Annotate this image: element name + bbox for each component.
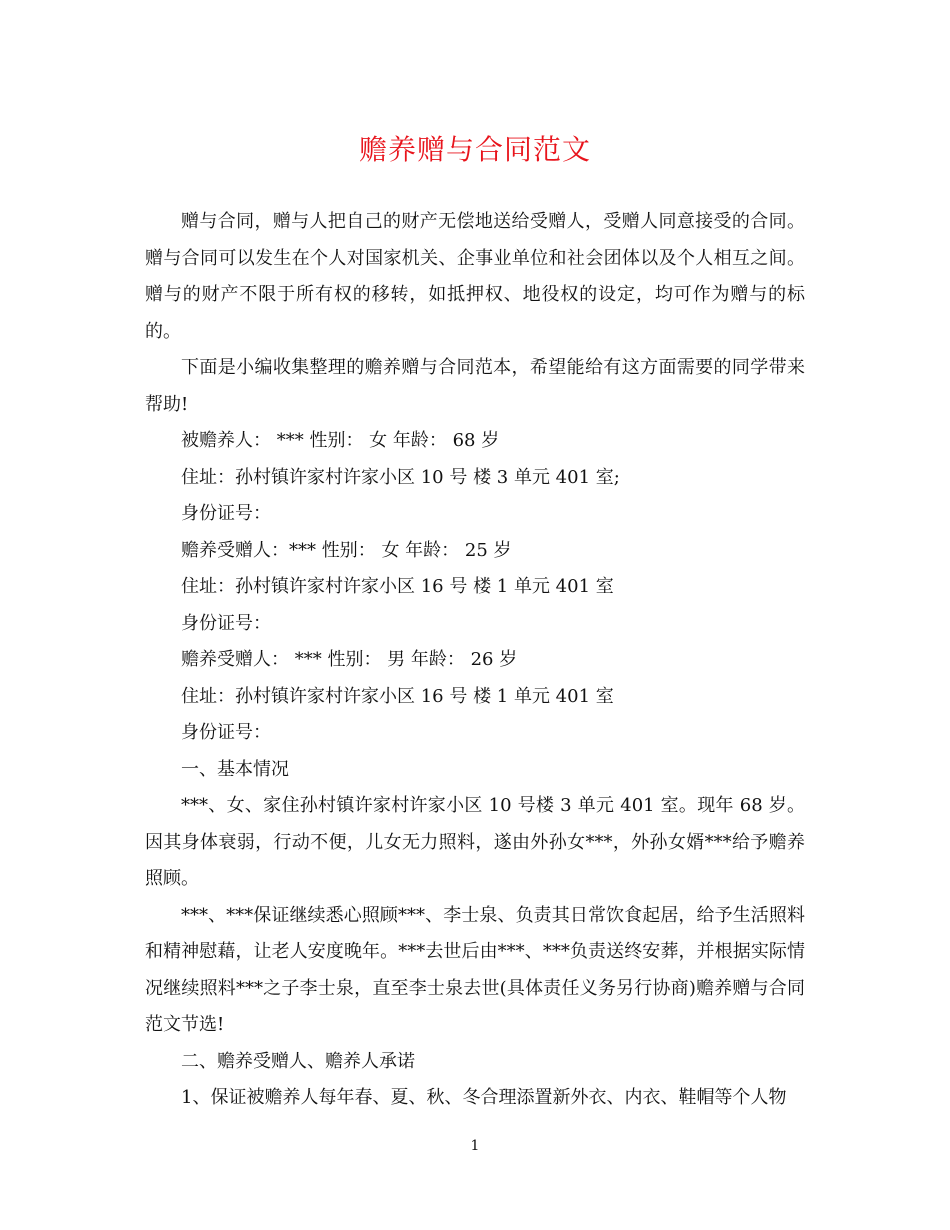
section-heading-basic: 一、基本情况 [181,758,289,780]
party-caregiver-2-id: 身份证号： [181,722,271,743]
party-dependent-line: 被赡养人： *** 性别： 女 年龄： 68 岁 [181,430,500,451]
paragraph-care-guarantee: ***、***保证继续悉心照顾***、李士泉、负责其日常饮食起居，给予生活照料和精神慰藉，让老人安度晚年。***去世后由***、***负责送终安葬，并根据实际情况继续照料***之子李士泉，直至李士泉去世(具体责任义务另行协商)赡养赠与合同范文节选! [145,904,805,1035]
paragraph-basic-situation: ***、女、家住孙村镇许家村许家小区 10 号楼 3 单元 401 室。现年 68 岁。因其身体衰弱，行动不便，儿女无力照料，遂由外孙女***，外孙女婿***给予赡养照顾。 [145,795,805,889]
paragraph-commitment-1: 1、保证被赡养人每年春、夏、秋、冬合理添置新外衣、内衣、鞋帽等个人物 [181,1087,787,1108]
party-caregiver-1-line: 赡养受赠人：*** 性别： 女 年龄： 25 岁 [181,539,512,561]
party-dependent-id: 身份证号： [181,503,271,524]
party-dependent-address: 住址：孙村镇许家村许家小区 10 号 楼 3 单元 401 室; [181,466,620,488]
paragraph-intro: 赠与合同，赠与人把自己的财产无偿地送给受赠人，受赠人同意接受的合同。赠与合同可以发生在个人对国家机关、企事业单位和社会团体以及个人相互之间。赠与的财产不限于所有权的移转，如抵押权、地役权的设定，均可作为赠与的标的。 [145,211,805,342]
party-caregiver-1-id: 身份证号： [181,612,271,634]
party-caregiver-1-address: 住址：孙村镇许家村许家小区 16 号 楼 1 单元 401 室 [181,576,614,597]
document-body [145,204,805,1117]
page-number: 1 [470,1138,480,1154]
page-title: 赡养赠与合同范文 [358,133,591,166]
paragraph-note: 下面是小编收集整理的赡养赠与合同范本，希望能给有这方面需要的同学带来帮助! [145,357,805,415]
party-caregiver-2-line: 赡养受赠人： *** 性别： 男 年龄： 26 岁 [181,649,518,670]
party-caregiver-2-address: 住址：孙村镇许家村许家小区 16 号 楼 1 单元 401 室 [181,685,614,707]
section-heading-commitments: 二、赡养受赠人、赡养人承诺 [181,1050,415,1072]
